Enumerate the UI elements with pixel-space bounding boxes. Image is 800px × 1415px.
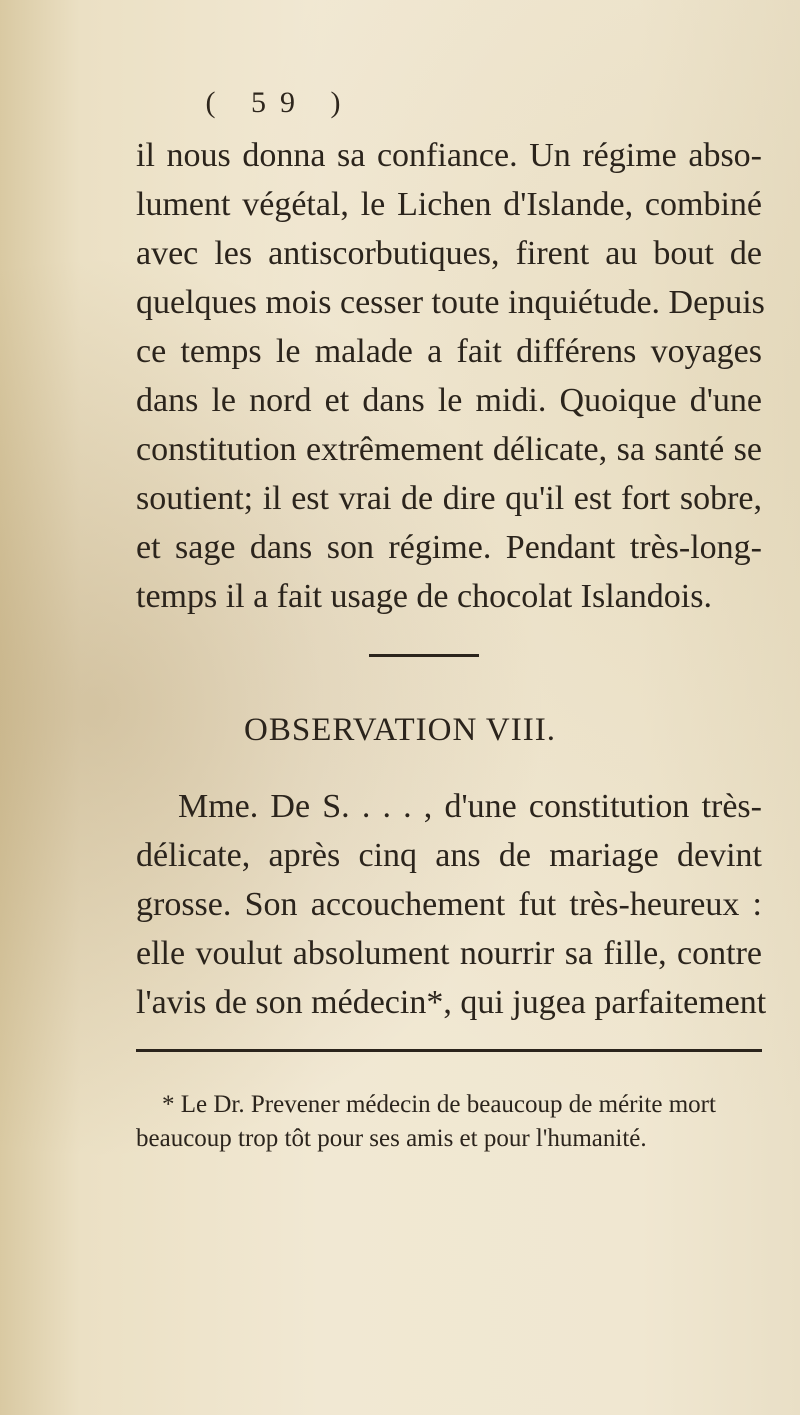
footnote-line: * Le Dr. Prevener médecin de beaucoup de mérite mort — [162, 1091, 716, 1118]
footnote-line: beaucoup trop tôt pour ses amis et pour l'humanité. — [136, 1125, 647, 1152]
section-heading: OBSERVATION VIII. — [244, 712, 556, 748]
text-line: constitution extrêmement délicate, sa santé se — [136, 431, 762, 468]
footnote-divider — [136, 1049, 762, 1052]
text-line: ce temps le malade a fait différens voyages — [136, 333, 762, 370]
footnote — [136, 1088, 762, 1156]
text-line: elle voulut absolument nourrir sa fille, contre — [136, 935, 762, 972]
text-line: dans le nord et dans le midi. Quoique d'une — [136, 382, 762, 419]
text-line: temps il a fait usage de chocolat Islandois. — [136, 578, 712, 615]
text-line: grosse. Son accouchement fut très-heureux : — [136, 886, 762, 923]
text-line: lument végétal, le Lichen d'Islande, combiné — [136, 186, 762, 223]
text-line: délicate, après cinq ans de mariage devint — [136, 837, 762, 874]
text-line: avec les antiscorbutiques, firent au bout de — [136, 235, 762, 272]
paragraph-observation-vii-conclusion — [136, 131, 765, 621]
text-line: Mme. De S. . . . , d'une constitution très- — [178, 788, 762, 825]
text-line: l'avis de son médecin*, qui jugea parfaitement — [136, 984, 767, 1021]
text-line: soutient; il est vrai de dire qu'il est fort sobre, — [136, 480, 762, 517]
section-divider — [369, 654, 479, 657]
text-line: quelques mois cesser toute inquiétude. Depuis — [136, 284, 765, 321]
paragraph-observation-viii — [136, 782, 767, 1027]
text-line: et sage dans son régime. Pendant très-long- — [136, 529, 762, 566]
page-number: ( 59 ) — [205, 86, 355, 119]
text-line: il nous donna sa confiance. Un régime abso- — [136, 137, 762, 174]
